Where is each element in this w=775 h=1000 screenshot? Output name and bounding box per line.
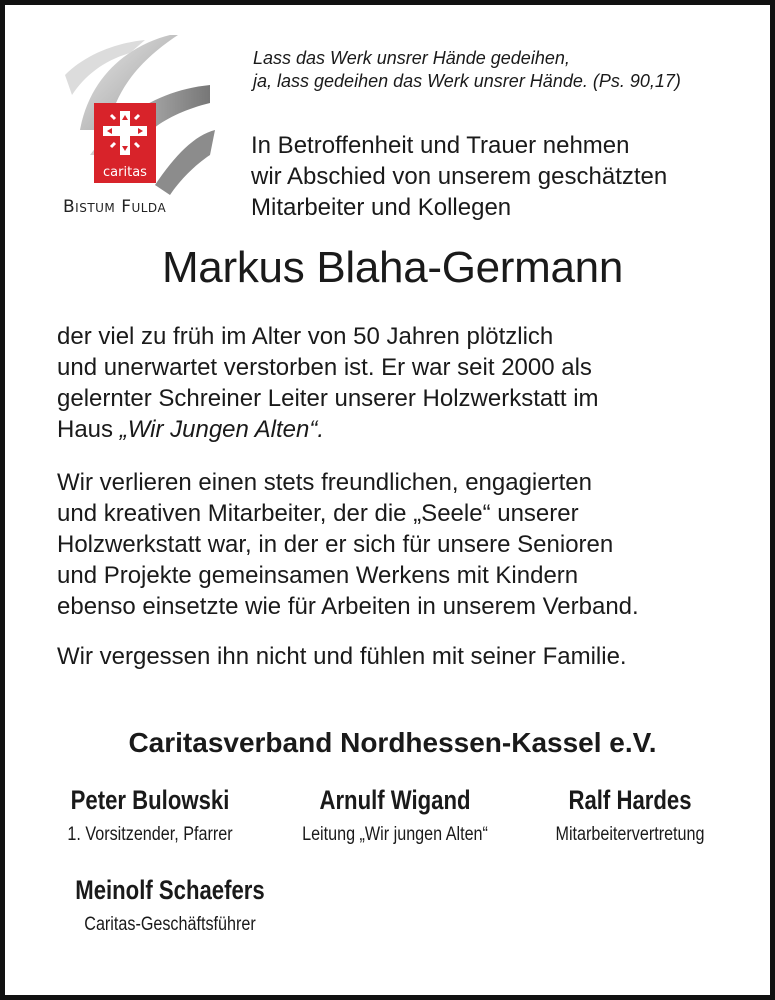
signatory: [45, 875, 295, 936]
paragraph-line: ebenso einsetzte wie für Arbeiten in unserem Verband.: [57, 593, 639, 620]
signatory-role: Leitung „Wir jungen Alten“: [302, 824, 488, 845]
paragraph-line: Holzwerkstatt war, in der er sich für unsere Senioren: [57, 531, 614, 558]
paragraph-line: und kreativen Mitarbeiter, der die „Seele“ unserer: [57, 500, 579, 527]
intro-line: wir Abschied von unserem geschätzten: [251, 163, 668, 190]
paragraph-line: Wir verlieren einen stets freundlichen, engagierten: [57, 469, 592, 496]
paragraph-line: [57, 414, 737, 445]
bible-quote: [253, 47, 763, 93]
diocese-label: Bistum Fulda: [63, 197, 167, 217]
signatory: [45, 785, 255, 846]
signatory: [275, 785, 515, 846]
house-name: „Wir Jungen Alten“.: [119, 416, 325, 443]
signatory: [525, 785, 735, 846]
deceased-name: Markus Blaha-Germann: [161, 243, 624, 292]
paragraph-line: Wir vergessen ihn nicht und fühlen mit seiner Familie.: [57, 643, 627, 670]
signatory-role: 1. Vorsitzender, Pfarrer: [67, 824, 233, 845]
paragraph-1: [57, 321, 737, 445]
paragraph-line: und Projekte gemeinsamen Werkens mit Kindern: [57, 562, 579, 589]
intro-line: Mitarbeiter und Kollegen: [251, 194, 512, 221]
paragraph-line: der viel zu früh im Alter von 50 Jahren plötzlich: [57, 323, 554, 350]
caritas-emblem: [94, 103, 156, 183]
caritas-wordmark: caritas: [103, 165, 147, 180]
paragraph-3: [57, 641, 737, 672]
quote-line: ja, lass gedeihen das Werk unsrer Hände. (Ps. 90,17): [253, 71, 681, 91]
signatory-name: Peter Bulowski: [70, 785, 230, 815]
signatory-role: Mitarbeitervertretung: [555, 824, 705, 845]
paragraph-line: und unerwartet verstorben ist. Er war seit 2000 als: [57, 354, 592, 381]
paragraph-line: gelernter Schreiner Leiter unserer Holzwerkstatt im: [57, 385, 599, 412]
flame-cross-icon: [101, 109, 149, 157]
signatory-name: Meinolf Schaefers: [75, 875, 265, 905]
intro-text: [251, 130, 761, 223]
signatory-name: Ralf Hardes: [568, 785, 692, 815]
quote-line: Lass das Werk unsrer Hände gedeihen,: [253, 48, 570, 68]
intro-line: In Betroffenheit und Trauer nehmen: [251, 132, 630, 159]
paragraph-text: Haus: [57, 416, 120, 443]
signatory-name: Arnulf Wigand: [319, 785, 471, 815]
organization-name: Caritasverband Nordhessen-Kassel e.V.: [128, 727, 657, 758]
signatory-role: Caritas-Geschäftsführer: [84, 914, 256, 935]
paragraph-2: [57, 467, 737, 622]
